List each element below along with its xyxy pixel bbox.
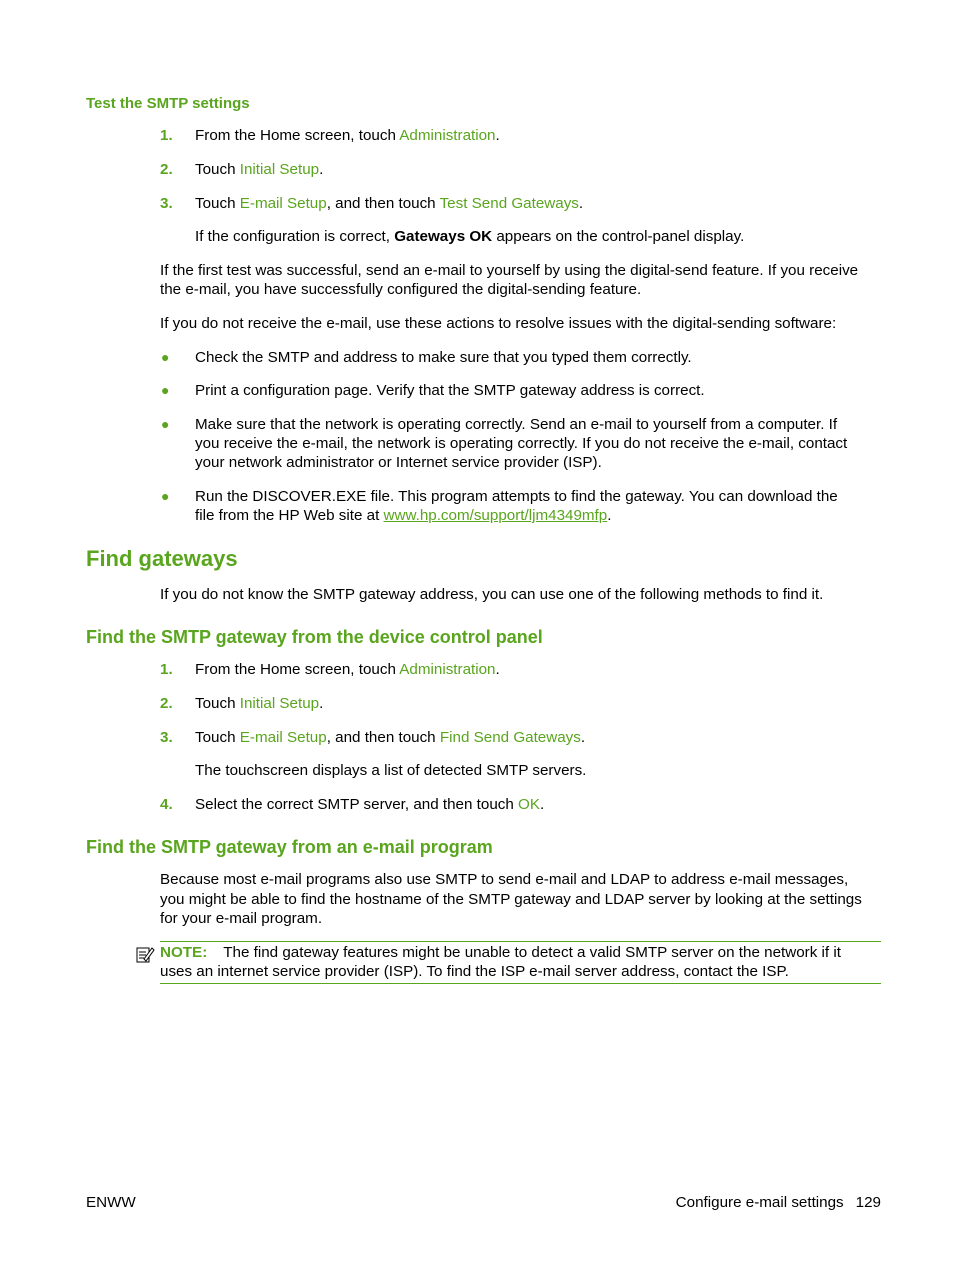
step-text: From the Home screen, touch Administration. [195, 127, 500, 144]
ui-term-initial-setup: Initial Setup [239, 695, 320, 712]
status-text: Gateways OK [394, 228, 493, 245]
section-heading-test-smtp: Test the SMTP settings [86, 95, 250, 112]
footer-title: Configure e-mail settings [675, 1194, 844, 1211]
ui-term-email-setup: E-mail Setup [239, 729, 327, 746]
step-number: 3. [160, 195, 173, 212]
step-text: From the Home screen, touch Administration. [195, 661, 500, 678]
list-item: you receive the e-mail, the network is operating correctly. If you do not receive the e-mail, contact [195, 435, 848, 452]
step-number: 2. [160, 161, 173, 178]
note-text: uses an internet service provider (ISP). To find the ISP e-mail server address, contact the ISP. [160, 963, 789, 980]
ui-term-find-send-gateways: Find Send Gateways [439, 729, 581, 746]
section-heading-control-panel: Find the SMTP gateway from the device control panel [86, 627, 543, 647]
paragraph: Because most e-mail programs also use SMTP to send e-mail and LDAP to address e-mail messages, [160, 871, 849, 888]
list-item: Check the SMTP and address to make sure that you typed them correctly. [195, 349, 692, 366]
ui-term-administration: Administration [399, 661, 496, 678]
step-text: Select the correct SMTP server, and then touch OK. [195, 796, 545, 813]
footer-left: ENWW [86, 1194, 136, 1211]
ui-term-email-setup: E-mail Setup [239, 195, 327, 212]
step-text: Touch E-mail Setup, and then touch Test Send Gateways. [195, 195, 584, 212]
ui-term-administration: Administration [399, 127, 496, 144]
paragraph: the e-mail, you have successfully configured the digital-sending feature. [160, 281, 642, 298]
step-number: 1. [160, 127, 173, 144]
step-result: The touchscreen displays a list of detected SMTP servers. [195, 762, 587, 779]
footer-right [676, 1193, 881, 1213]
step-text: Touch E-mail Setup, and then touch Find Send Gateways. [195, 729, 586, 746]
paragraph: If the first test was successful, send an e-mail to yourself by using the digital-send feature. If you receive [160, 262, 859, 279]
list-item: Make sure that the network is operating correctly. Send an e-mail to yourself from a computer. If [195, 416, 838, 433]
note-pencil-icon [135, 945, 155, 965]
paragraph: If you do not receive the e-mail, use these actions to resolve issues with the digital-sending software: [160, 315, 837, 332]
ui-term-initial-setup: Initial Setup [239, 161, 320, 178]
list-item: your network administrator or Internet service provider (ISP). [195, 454, 602, 471]
list-item: Run the DISCOVER.EXE file. This program attempts to find the gateway. You can download the [195, 488, 838, 505]
step-text: Touch Initial Setup. [195, 161, 324, 178]
ui-term-ok: OK [518, 796, 540, 813]
bullet-icon: ● [161, 416, 170, 432]
step-text: Touch Initial Setup. [195, 695, 324, 712]
ui-term-test-send-gateways: Test Send Gateways [439, 195, 579, 212]
step-number: 2. [160, 695, 173, 712]
paragraph: you might be able to find the hostname of the SMTP gateway and LDAP server by looking at the settings [160, 891, 862, 908]
bullet-icon: ● [161, 349, 170, 365]
step-number: 3. [160, 729, 173, 746]
step-result: If the configuration is correct, Gateways OK appears on the control-panel display. [195, 228, 745, 245]
step-number: 1. [160, 661, 173, 678]
list-item: file from the HP Web site at www.hp.com/support/ljm4349mfp. [195, 507, 612, 524]
bullet-icon: ● [161, 382, 170, 398]
list-item: Print a configuration page. Verify that the SMTP gateway address is correct. [195, 382, 705, 399]
section-heading-email-program: Find the SMTP gateway from an e-mail program [86, 837, 493, 857]
hp-support-link[interactable]: www.hp.com/support/ljm4349mfp [383, 507, 608, 524]
page-number: 129 [855, 1194, 881, 1211]
paragraph: for your e-mail program. [160, 910, 323, 927]
step-number: 4. [160, 796, 173, 813]
paragraph: If you do not know the SMTP gateway address, you can use one of the following methods to find it. [160, 586, 824, 603]
note-text: NOTE: The find gateway features might be unable to detect a valid SMTP server on the network if it [160, 944, 841, 961]
bullet-icon: ● [161, 488, 170, 504]
section-heading-find-gateways: Find gateways [86, 546, 238, 571]
note-label: NOTE: [160, 944, 208, 961]
